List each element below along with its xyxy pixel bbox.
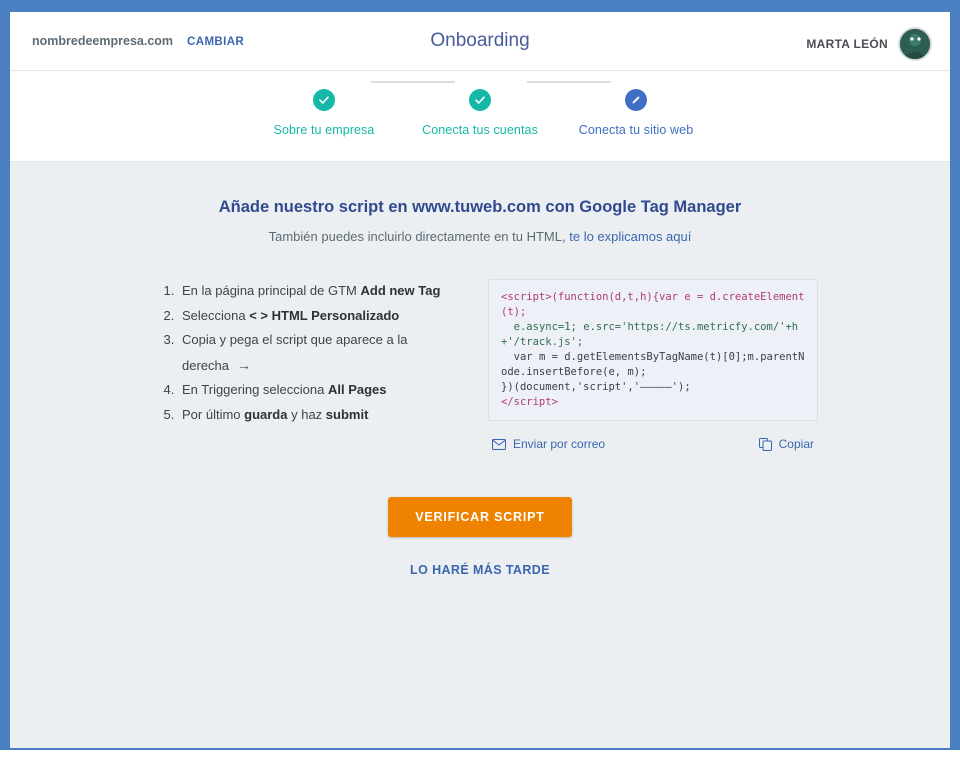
step-3-circle	[625, 89, 647, 111]
code-line-3: var m = d.getElementsByTagName(t)[0];m.parentNode.insertBefore(e, m);	[501, 351, 805, 378]
send-by-email-label: Enviar por correo	[513, 437, 606, 451]
script-code-block[interactable]	[488, 279, 818, 421]
avatar-image	[900, 29, 930, 59]
onboarding-stepper	[10, 71, 950, 162]
html-instructions-link[interactable]: te lo explicamos aquí	[569, 229, 692, 244]
do-it-later-link[interactable]: LO HARÉ MÁS TARDE	[410, 563, 550, 577]
list-item	[178, 279, 466, 304]
step-3-label: Conecta tu sitio web	[578, 123, 694, 137]
stepper-steps	[10, 89, 950, 137]
list-item	[178, 328, 466, 378]
content-headline: Añade nuestro script en www.tuweb.com con Google Tag Manager	[218, 198, 742, 216]
avatar[interactable]	[898, 27, 932, 61]
script-actions	[488, 437, 818, 451]
code-line-4: })(document,'script','—————');	[501, 381, 691, 393]
step-2-label: Conecta tus cuentas	[422, 123, 538, 137]
change-company-link[interactable]: CAMBIAR	[187, 36, 245, 48]
page-title: Onboarding	[430, 30, 530, 51]
company-domain: nombredeempresa.com	[32, 34, 174, 48]
zigzag-bottom-decoration	[0, 750, 960, 774]
pencil-icon	[630, 94, 642, 106]
script-column	[488, 279, 818, 451]
list-item	[178, 403, 466, 428]
copy-icon	[759, 438, 772, 451]
code-line-2: e.async=1; e.src='https://ts.metricfy.com/'+h+'/track.js';	[501, 321, 799, 348]
list-item	[178, 378, 466, 403]
instruction-5-bold2: submit	[325, 406, 369, 422]
instruction-1-text: En la página principal de GTM	[182, 283, 361, 298]
check-icon	[474, 94, 486, 106]
instruction-3-text: Copia y pega el script que aparece a la derecha	[182, 332, 408, 373]
send-by-email-button[interactable]	[492, 437, 605, 451]
list-item	[178, 304, 466, 329]
app-window	[10, 12, 950, 748]
step-1-circle	[313, 89, 335, 111]
instruction-4-bold: All Pages	[327, 382, 387, 397]
cta-container	[10, 497, 950, 537]
step-sobre-tu-empresa[interactable]	[246, 89, 402, 137]
copy-button[interactable]	[759, 437, 814, 451]
instruction-4-text: En Triggering selecciona	[182, 382, 328, 397]
copy-label: Copiar	[778, 437, 814, 451]
verify-script-button[interactable]: VERIFICAR SCRIPT	[388, 497, 572, 537]
step-connector-2	[527, 81, 611, 83]
step-conecta-tus-cuentas[interactable]	[402, 89, 558, 137]
instructions-panel	[10, 279, 950, 451]
content-subheadline	[10, 229, 950, 244]
code-line-5: </script>	[501, 396, 558, 408]
step-2-circle	[469, 89, 491, 111]
instruction-5-text: Por último	[182, 406, 245, 422]
instruction-5-bold: guarda	[244, 406, 288, 422]
instructions-list	[142, 279, 466, 451]
top-bar-right	[806, 27, 932, 61]
instruction-2-text: Selecciona	[182, 307, 250, 323]
envelope-icon	[492, 439, 506, 450]
step-conecta-tu-sitio-web[interactable]	[558, 89, 714, 137]
instruction-1-bold: Add new Tag	[360, 283, 441, 298]
instruction-5-text2: y haz	[287, 406, 326, 422]
code-line-1: <script>(function(d,t,h){var e = d.createElement(t);	[501, 291, 805, 318]
instruction-2-bold: < > HTML Personalizado	[249, 307, 400, 323]
check-icon	[318, 94, 330, 106]
step-1-label: Sobre tu empresa	[273, 123, 375, 137]
main-content	[10, 162, 950, 748]
subheadline-text: También puedes incluirlo directamente en tu HTML,	[268, 229, 566, 244]
arrow-right-icon: →	[236, 356, 251, 373]
top-bar	[10, 12, 950, 71]
step-connector-1	[371, 81, 455, 83]
user-name: MARTA LEÓN	[806, 37, 888, 51]
